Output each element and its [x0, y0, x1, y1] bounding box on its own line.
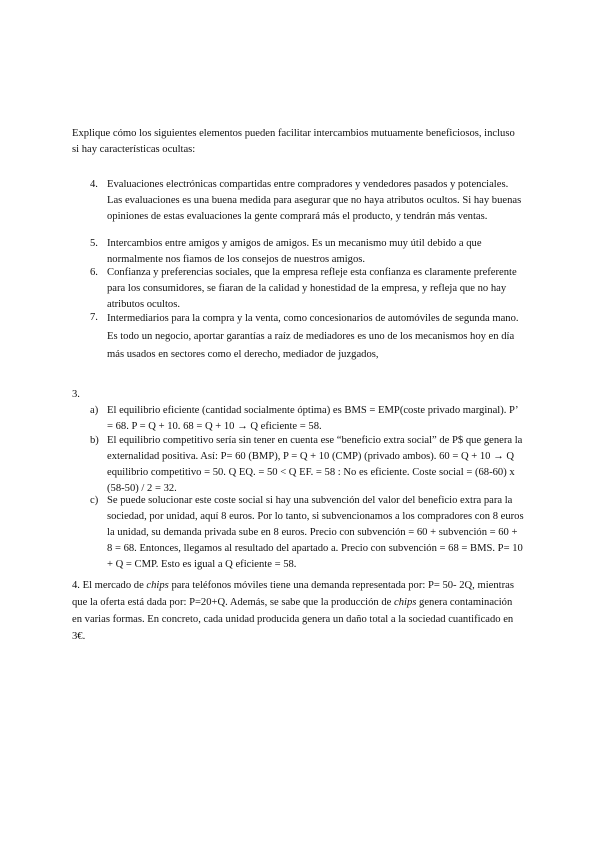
list-item-text: El equilibrio eficiente (cantidad socialmente óptima) es BMS = EMP(coste privado marginal). P’ = 68. P = Q + 10. 68 = Q + 10 → Q eficiente = 58.: [107, 405, 518, 432]
list-item-text: El equilibrio competitivo sería sin tener en cuenta ese “beneficio extra social” de P$ que genera la externalidad positiva. Así: P= 60 (BMP), P = Q + 10 (CMP) (privado ambos). 60 = Q + 10 → Q equilibrio competitivo = 50. Q EQ. = 50 < Q EF. = 58 : No es eficiente. Coste social = (68-60) x (58-50) / 2 = 32.: [107, 435, 523, 494]
section-3-number: 3.: [72, 389, 80, 400]
list-item-text: Confianza y preferencias sociales, que la empresa refleje esta confianza es claramente preferente para los consumidores, se fiaran de la calidad y honestidad de la empresa, y refleja que no hay atributos ocultos.: [107, 267, 517, 310]
list-item-text: Intercambios entre amigos y amigos de amigos. Es un mecanismo muy útil debido a que normalmente nos fiamos de los consejos de nuestros amigos.: [107, 238, 482, 265]
chips-term: chips: [394, 597, 417, 608]
list-item-number: 6.: [90, 267, 98, 278]
intro-paragraph: Explique cómo los siguientes elementos pueden facilitar intercambios mutuamente beneficiosos, incluso si hay características ocultas:: [72, 128, 515, 155]
section-4-paragraph: [72, 577, 524, 645]
section-4-text-part: para teléfonos móviles tiene una demanda representada por: P= 50- 2Q, mientras que la oferta está dada por: P=20+Q. Además, se sabe que la producción de: [72, 580, 514, 608]
list-item-letter: a): [90, 405, 99, 416]
list-item-number: 5.: [90, 238, 98, 249]
list-item-number: 7.: [90, 312, 98, 323]
list-item-text: Intermediarios para la compra y la venta, como concesionarios de automóviles de segunda mano. Es todo un negocio, aportar garantías a raíz de mediadores es uno de los mecanismos hoy en día más usados en sectores como el derecho, mediador de juzgados,: [107, 313, 519, 360]
list-item-number: 4.: [90, 179, 98, 190]
section-4-text-part: genera contaminación en varias formas. En concreto, cada unidad producida genera un daño total a la sociedad cuantificado en 3€.: [72, 597, 514, 642]
chips-term: chips: [146, 580, 169, 591]
section-4-text-part: 4. El mercado de: [72, 580, 147, 591]
list-item-text: Evaluaciones electrónicas compartidas entre compradores y vendedores pasados y potenciales. Las evaluaciones es una buena medida para asegurar que no haya atributos ocultos. Si hay buenas opiniones de estas evaluaciones la gente comprará más el producto, y tendrán más ventas.: [107, 179, 522, 222]
list-item-text: Se puede solucionar este coste social si hay una subvención del valor del beneficio extra para la sociedad, por unidad, aquí 8 euros. Por lo tanto, si subvencionamos a los compradores con 8 euros la unidad, su demanda privada sube en 8 euros. Precio con subvención = 60 + subvención = 60 + 8 = 68. Entonces, llegamos al resultado del apartado a. Precio con subvención = 68 = BMS. P= 10 + Q = CMP. Esto es igual a Q eficiente = 58.: [107, 495, 524, 570]
list-item-letter: b): [90, 435, 99, 446]
list-item-letter: c): [90, 495, 99, 506]
